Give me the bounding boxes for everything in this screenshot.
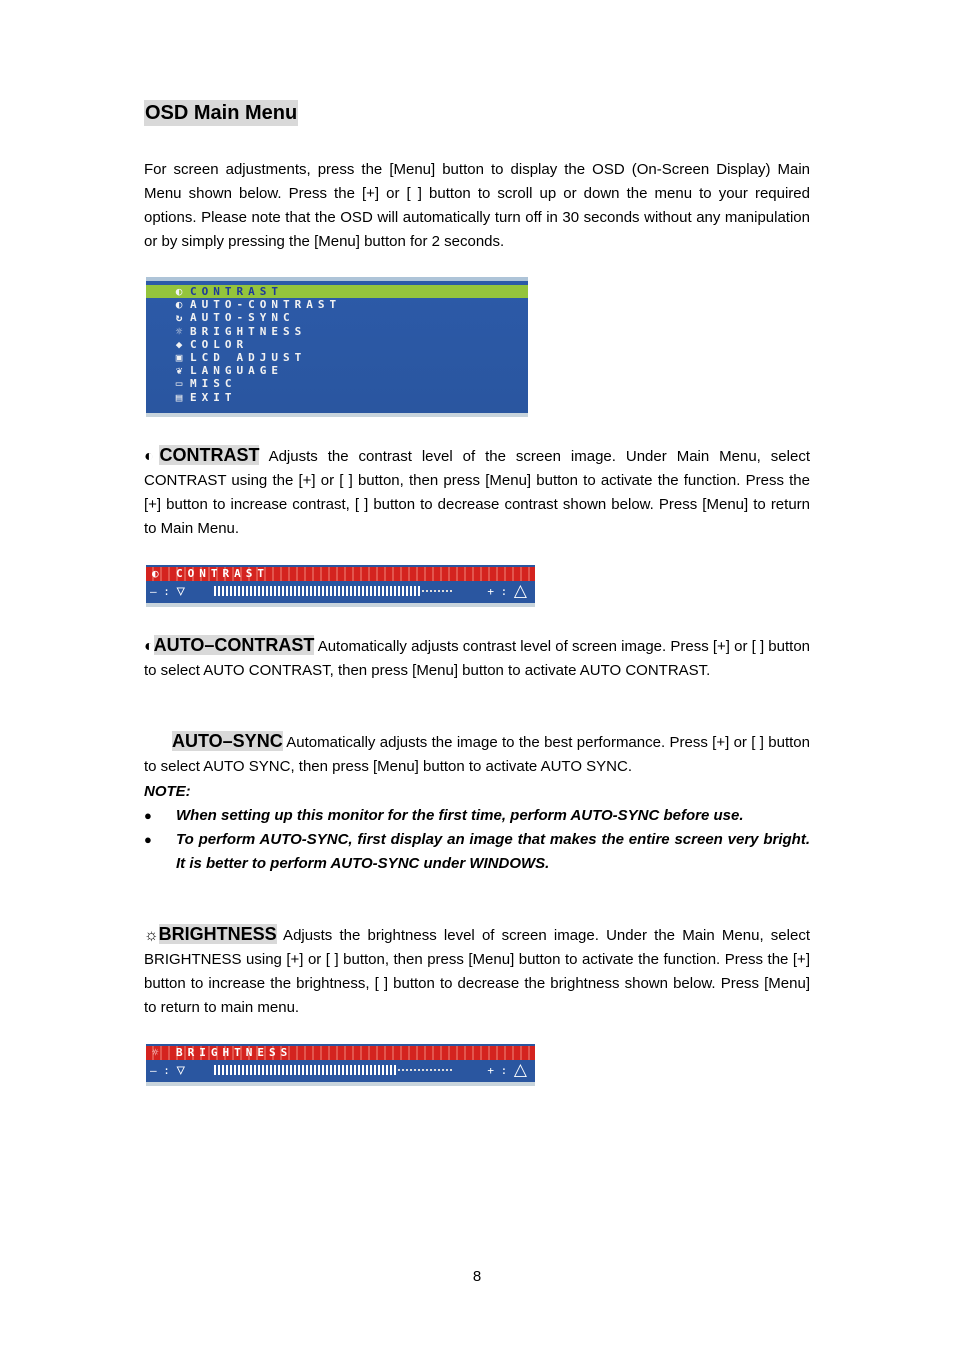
auto-contrast-paragraph — [144, 633, 810, 683]
level-tick — [238, 1065, 240, 1075]
level-tick — [298, 586, 300, 596]
level-tick — [442, 1069, 444, 1071]
level-tick — [374, 1065, 376, 1075]
level-tick — [362, 1065, 364, 1075]
level-tick — [282, 586, 284, 596]
level-tick — [302, 1065, 304, 1075]
auto-contrast-description: Automatically adjusts contrast level of screen image. Press [+] or [ ] button to select AUTO CONTRAST, then press [Menu] button to activate AUTO CONTRAST. — [144, 638, 811, 679]
level-tick — [350, 586, 352, 596]
brightness-level-bar — [214, 1065, 454, 1075]
auto-sync-description: Automatically adjusts the image to the best performance. Press [+] or [ ] button to select AUTO SYNC, then press [Menu] button to activate AUTO SYNC. — [144, 734, 810, 775]
note-list — [144, 804, 810, 876]
plus-icon: + — [487, 585, 495, 598]
level-tick — [402, 1069, 404, 1071]
list-item: ● To perform AUTO-SYNC, first display an image that makes the entire screen very bright. It is better to perform AUTO-SYNC under WINDOWS. — [144, 828, 810, 876]
sun-icon: ☼ — [152, 1046, 159, 1059]
level-tick — [426, 590, 428, 592]
level-tick — [270, 586, 272, 596]
contrast-keyword: CONTRAST — [159, 445, 260, 465]
level-tick — [322, 1065, 324, 1075]
level-tick — [250, 1065, 252, 1075]
level-tick — [266, 1065, 268, 1075]
level-tick — [426, 1069, 428, 1071]
level-tick — [214, 586, 216, 596]
level-tick — [338, 586, 340, 596]
contrast-description: Adjusts the contrast level of the screen image. Under Main Menu, select CONTRAST using the [+] or [ ] button, then press [Menu] button to activate the function. Press the [+] button to increase contrast, [ ] button to decrease contrast shown below. Press [Menu] to return to Main Menu. — [144, 448, 810, 537]
level-tick — [286, 586, 288, 596]
level-tick — [398, 586, 400, 596]
level-tick — [318, 586, 320, 596]
level-tick — [430, 1069, 432, 1071]
level-tick — [410, 1069, 412, 1071]
lips-icon: ❦ — [175, 364, 183, 378]
list-item: ● When setting up this monitor for the first time, perform AUTO-SYNC before use. — [144, 804, 810, 828]
note-label: NOTE: — [144, 783, 191, 800]
level-tick — [230, 586, 232, 596]
level-tick — [354, 1065, 356, 1075]
color-icon: ◆ — [175, 337, 183, 351]
level-tick — [242, 1065, 244, 1075]
level-tick — [310, 586, 312, 596]
level-tick — [370, 586, 372, 596]
auto-sync-keyword: AUTO–SYNC — [172, 731, 283, 751]
level-tick — [254, 586, 256, 596]
level-tick — [334, 586, 336, 596]
monitor-icon: ▣ — [175, 351, 183, 364]
level-tick — [306, 586, 308, 596]
level-tick — [398, 1069, 400, 1071]
page-number: 8 — [472, 1268, 482, 1285]
level-tick — [222, 586, 224, 596]
exit-icon: ▤ — [175, 390, 183, 404]
level-tick — [422, 590, 424, 592]
level-tick — [406, 586, 408, 596]
level-tick — [246, 1065, 248, 1075]
level-tick — [262, 1065, 264, 1075]
triangle-down-icon: ▿ — [176, 1060, 186, 1080]
level-tick — [330, 1065, 332, 1075]
plus-icon: + — [487, 1064, 495, 1077]
contrast-icon: ◐ — [152, 567, 159, 580]
level-tick — [434, 1069, 436, 1071]
level-tick — [362, 586, 364, 596]
level-tick — [446, 590, 448, 592]
level-tick — [334, 1065, 336, 1075]
level-tick — [386, 1065, 388, 1075]
level-tick — [414, 586, 416, 596]
level-tick — [290, 586, 292, 596]
level-tick — [286, 1065, 288, 1075]
level-tick — [358, 1065, 360, 1075]
osd-menu-item: ▣ LCD ADJUST — [168, 351, 528, 364]
level-tick — [442, 590, 444, 592]
contrast-osd-bar: ◐ CONTRAST — : ▿ + : △ — [146, 565, 535, 607]
level-tick — [254, 1065, 256, 1075]
level-tick — [382, 586, 384, 596]
level-tick — [350, 1065, 352, 1075]
contrast-icon: ◐ — [175, 298, 183, 312]
level-tick — [298, 1065, 300, 1075]
level-tick — [346, 1065, 348, 1075]
auto-sync-icon: ↻ — [175, 311, 183, 325]
level-tick — [358, 586, 360, 596]
level-tick — [378, 1065, 380, 1075]
level-tick — [430, 590, 432, 592]
contrast-paragraph — [144, 443, 810, 541]
brightness-paragraph — [144, 922, 810, 1020]
osd-menu-item: ◐ AUTO-CONTRAST — [168, 298, 528, 311]
level-tick — [386, 586, 388, 596]
osd-menu-item: ▤ EXIT — [168, 391, 528, 404]
level-tick — [302, 586, 304, 596]
level-tick — [274, 1065, 276, 1075]
minus-icon: — — [150, 585, 157, 598]
level-tick — [234, 586, 236, 596]
level-tick — [258, 1065, 260, 1075]
level-tick — [434, 590, 436, 592]
level-tick — [438, 590, 440, 592]
level-tick — [342, 1065, 344, 1075]
brightness-bar-title: BRIGHTNESS — [176, 1046, 293, 1059]
sun-icon: ☼ — [144, 927, 159, 944]
level-tick — [218, 586, 220, 596]
level-tick — [418, 586, 420, 596]
level-tick — [290, 1065, 292, 1075]
osd-menu-item: ◐ CONTRAST — [146, 285, 528, 298]
level-tick — [230, 1065, 232, 1075]
level-tick — [374, 586, 376, 596]
level-tick — [330, 586, 332, 596]
osd-menu-item: ◆ COLOR — [168, 338, 528, 351]
brightness-osd-bar: ☼ BRIGHTNESS — : ▿ + : △ — [146, 1044, 535, 1086]
level-tick — [294, 586, 296, 596]
page-title: OSD Main Menu — [145, 102, 298, 124]
level-tick — [346, 586, 348, 596]
osd-menu-item: ❦ LANGUAGE — [168, 364, 528, 377]
level-tick — [382, 1065, 384, 1075]
contrast-level-bar — [214, 586, 454, 596]
osd-menu-item: ▭ MISC — [168, 377, 528, 390]
contrast-icon: ◐ — [144, 638, 154, 655]
bullet-icon: ● — [144, 808, 152, 823]
level-tick — [390, 1065, 392, 1075]
level-tick — [238, 586, 240, 596]
triangle-up-icon: △ — [513, 1060, 527, 1080]
level-tick — [214, 1065, 216, 1075]
level-tick — [294, 1065, 296, 1075]
level-tick — [262, 586, 264, 596]
level-tick — [406, 1069, 408, 1071]
level-tick — [394, 1065, 396, 1075]
level-tick — [314, 586, 316, 596]
level-tick — [234, 1065, 236, 1075]
contrast-icon: ◐ — [175, 285, 183, 298]
auto-sync-paragraph — [144, 729, 810, 779]
level-tick — [226, 586, 228, 596]
level-tick — [278, 586, 280, 596]
level-tick — [278, 1065, 280, 1075]
level-tick — [394, 586, 396, 596]
contrast-bar-title: CONTRAST — [176, 567, 269, 580]
minus-icon: — — [150, 1064, 157, 1077]
level-tick — [318, 1065, 320, 1075]
intro-paragraph: For screen adjustments, press the [Menu] button to display the OSD (On-Screen Display) Main Menu shown below. Press the [+] or [ ] button to scroll up or down the menu to your required options. Please note that the OSD will automatically turn off in 30 seconds without any manipulation or by simply pressing the [Menu] button for 2 seconds. — [144, 161, 810, 250]
level-tick — [418, 1069, 420, 1071]
level-tick — [414, 1069, 416, 1071]
sun-icon: ☼ — [175, 324, 183, 338]
level-tick — [246, 586, 248, 596]
level-tick — [306, 1065, 308, 1075]
level-tick — [338, 1065, 340, 1075]
level-tick — [250, 586, 252, 596]
level-tick — [342, 586, 344, 596]
level-tick — [322, 586, 324, 596]
level-tick — [390, 586, 392, 596]
auto-contrast-keyword: AUTO–CONTRAST — [153, 635, 315, 655]
triangle-up-icon: △ — [513, 581, 527, 601]
level-tick — [450, 1069, 452, 1071]
level-tick — [370, 1065, 372, 1075]
level-tick — [378, 586, 380, 596]
level-tick — [226, 1065, 228, 1075]
level-tick — [438, 1069, 440, 1071]
level-tick — [314, 1065, 316, 1075]
level-tick — [366, 586, 368, 596]
osd-menu-item: ↻ AUTO-SYNC — [168, 311, 528, 324]
contrast-icon: ◐ — [144, 448, 160, 465]
level-tick — [450, 590, 452, 592]
bullet-icon: ● — [144, 832, 152, 847]
level-tick — [366, 1065, 368, 1075]
level-tick — [222, 1065, 224, 1075]
level-tick — [274, 586, 276, 596]
level-tick — [326, 1065, 328, 1075]
brightness-description: Adjusts the brightness level of screen image. Under the Main Menu, select BRIGHTNESS using [+] or [ ] button, then press [Menu] button to activate the function. Press the [+] button to increase the brightness, [ ] button to decrease the brightness shown below. Press [Menu] to return to main menu. — [144, 927, 810, 1016]
level-tick — [218, 1065, 220, 1075]
misc-icon: ▭ — [175, 377, 183, 391]
osd-menu-item: ☼ BRIGHTNESS — [168, 325, 528, 338]
triangle-down-icon: ▿ — [176, 581, 186, 601]
level-tick — [270, 1065, 272, 1075]
level-tick — [354, 586, 356, 596]
level-tick — [242, 586, 244, 596]
level-tick — [266, 586, 268, 596]
level-tick — [326, 586, 328, 596]
level-tick — [258, 586, 260, 596]
osd-main-menu-screenshot — [146, 277, 528, 417]
level-tick — [310, 1065, 312, 1075]
brightness-keyword: BRIGHTNESS — [158, 924, 277, 944]
level-tick — [446, 1069, 448, 1071]
level-tick — [402, 586, 404, 596]
level-tick — [282, 1065, 284, 1075]
level-tick — [422, 1069, 424, 1071]
level-tick — [410, 586, 412, 596]
